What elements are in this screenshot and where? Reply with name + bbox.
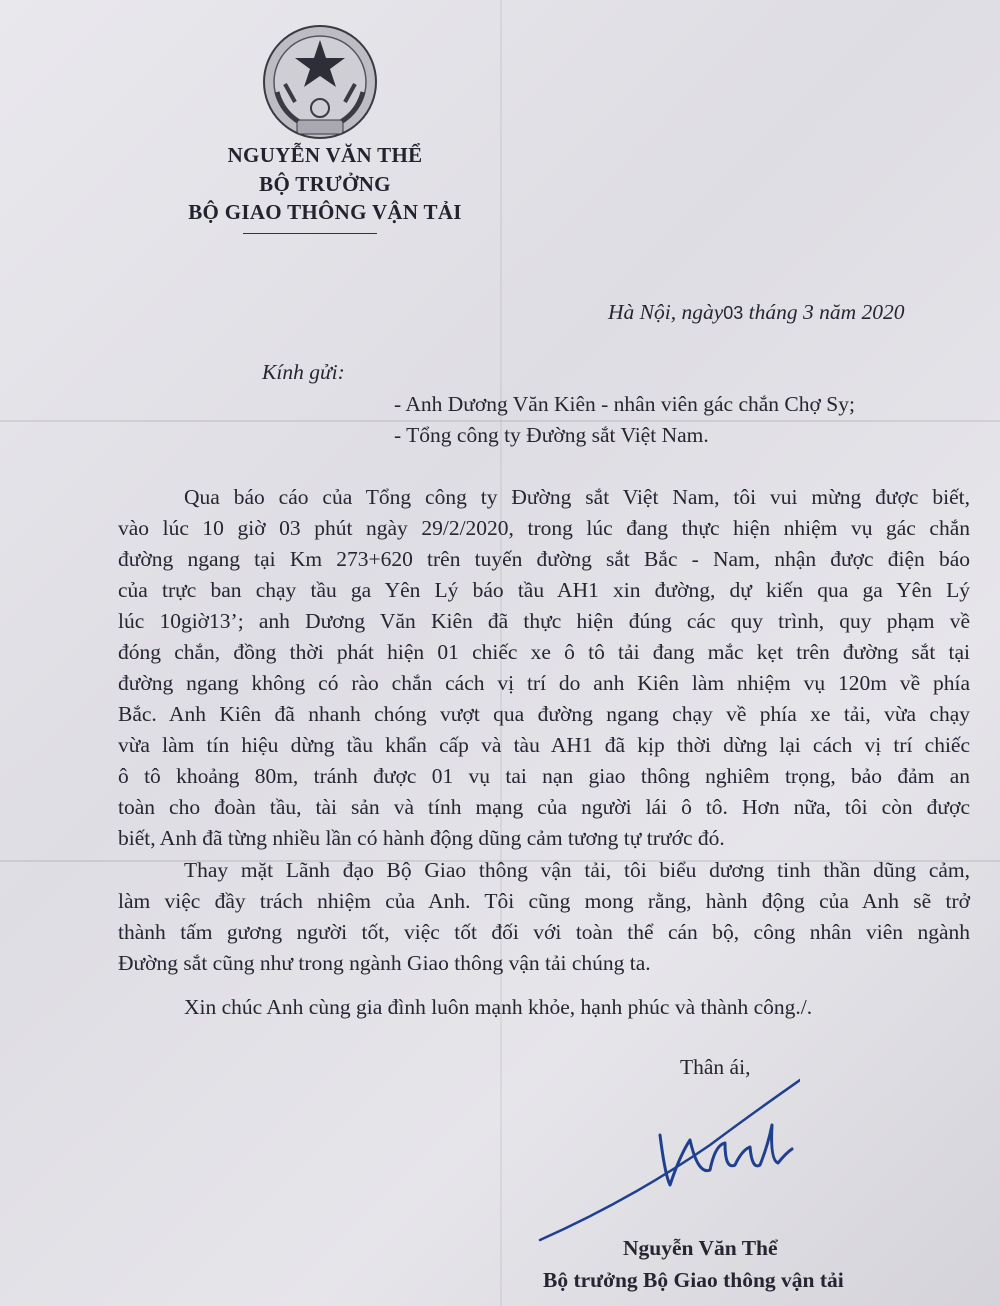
body-line: vào lúc 10 giờ 03 phút ngày 29/2/2020, trong lúc đang thực hiện nhiệm vụ gác chắn (118, 516, 970, 540)
body-line: Đường sắt cũng như trong ngành Giao thông vận tải chúng ta. (118, 951, 651, 975)
sender-ministry: BỘ GIAO THÔNG VẬN TẢI (188, 200, 462, 224)
date-line (608, 300, 905, 325)
recipient-item: - Tổng công ty Đường sắt Việt Nam. (394, 423, 709, 447)
recipient-item: - Anh Dương Văn Kiên - nhân viên gác chắn Chợ Sy; (394, 392, 855, 416)
date-day: 03 (723, 303, 744, 323)
body-line: Xin chúc Anh cùng gia đình luôn mạnh khỏe, hạnh phúc và thành công./. (184, 995, 813, 1019)
recipients-label: Kính gửi: (262, 360, 345, 384)
body-line: Qua báo cáo của Tổng công ty Đường sắt Việt Nam, tôi vui mừng được biết, (184, 485, 970, 509)
body-line: thành tấm gương người tốt, việc tốt đối với toàn thể cán bộ, công nhân viên ngành (118, 920, 970, 944)
body-line: ô tô khoảng 80m, tránh được 01 vụ tai nạn giao thông nghiêm trọng, bảo đảm an (118, 764, 970, 788)
sender-name: NGUYỄN VĂN THỂ (227, 143, 423, 167)
header-underline (243, 233, 377, 234)
body-line: đóng chắn, đồng thời phát hiện 01 chiếc xe ô tô tải đang mắc kẹt trên đường sắt tại (118, 640, 970, 664)
signer-title: Bộ trưởng Bộ Giao thông vận tải (543, 1268, 844, 1292)
body-line: làm việc đầy trách nhiệm của Anh. Tôi cũng mong rằng, hành động của Anh sẽ trở (118, 889, 970, 913)
body-line: đường ngang tại Km 273+620 trên tuyến đường sắt Bắc - Nam, nhận được điện báo (118, 547, 970, 571)
body-line: đường ngang không có rào chắn cách vị trí do anh Kiên làm nhiệm vụ 120m về phía (118, 671, 970, 695)
body-line: lúc 10giờ13’; anh Dương Văn Kiên đã thực hiện đúng các quy trình, quy phạm về (118, 609, 970, 633)
closing-greeting: Thân ái, (680, 1055, 751, 1079)
body-line: Thay mặt Lãnh đạo Bộ Giao thông vận tải, tôi biểu dương tinh thần dũng cảm, (184, 858, 970, 882)
body-line: Bắc. Anh Kiên đã nhanh chóng vượt qua đường ngang chạy về phía xe tải, vừa chạy (118, 702, 970, 726)
sender-title: BỘ TRƯỞNG (259, 172, 391, 196)
body-line: toàn cho đoàn tầu, tài sản và tính mạng của người lái ô tô. Hơn nữa, tôi còn được (118, 795, 970, 819)
body-line: của trực ban chạy tầu ga Yên Lý báo tầu AH1 xin đường, dự kiến qua ga Yên Lý (118, 578, 970, 602)
body-line: vừa làm tín hiệu dừng tầu khẩn cấp và tàu AH1 đã kịp thời dừng lại cách vị trí chiếc (118, 733, 970, 757)
date-prefix: Hà Nội, ngày (608, 300, 724, 324)
body-line: biết, Anh đã từng nhiều lần có hành động dũng cảm tương tự trước đó. (118, 826, 725, 850)
national-emblem-icon (255, 22, 385, 147)
signer-name: Nguyễn Văn Thể (623, 1236, 778, 1260)
date-suffix: tháng 3 năm 2020 (748, 300, 905, 324)
